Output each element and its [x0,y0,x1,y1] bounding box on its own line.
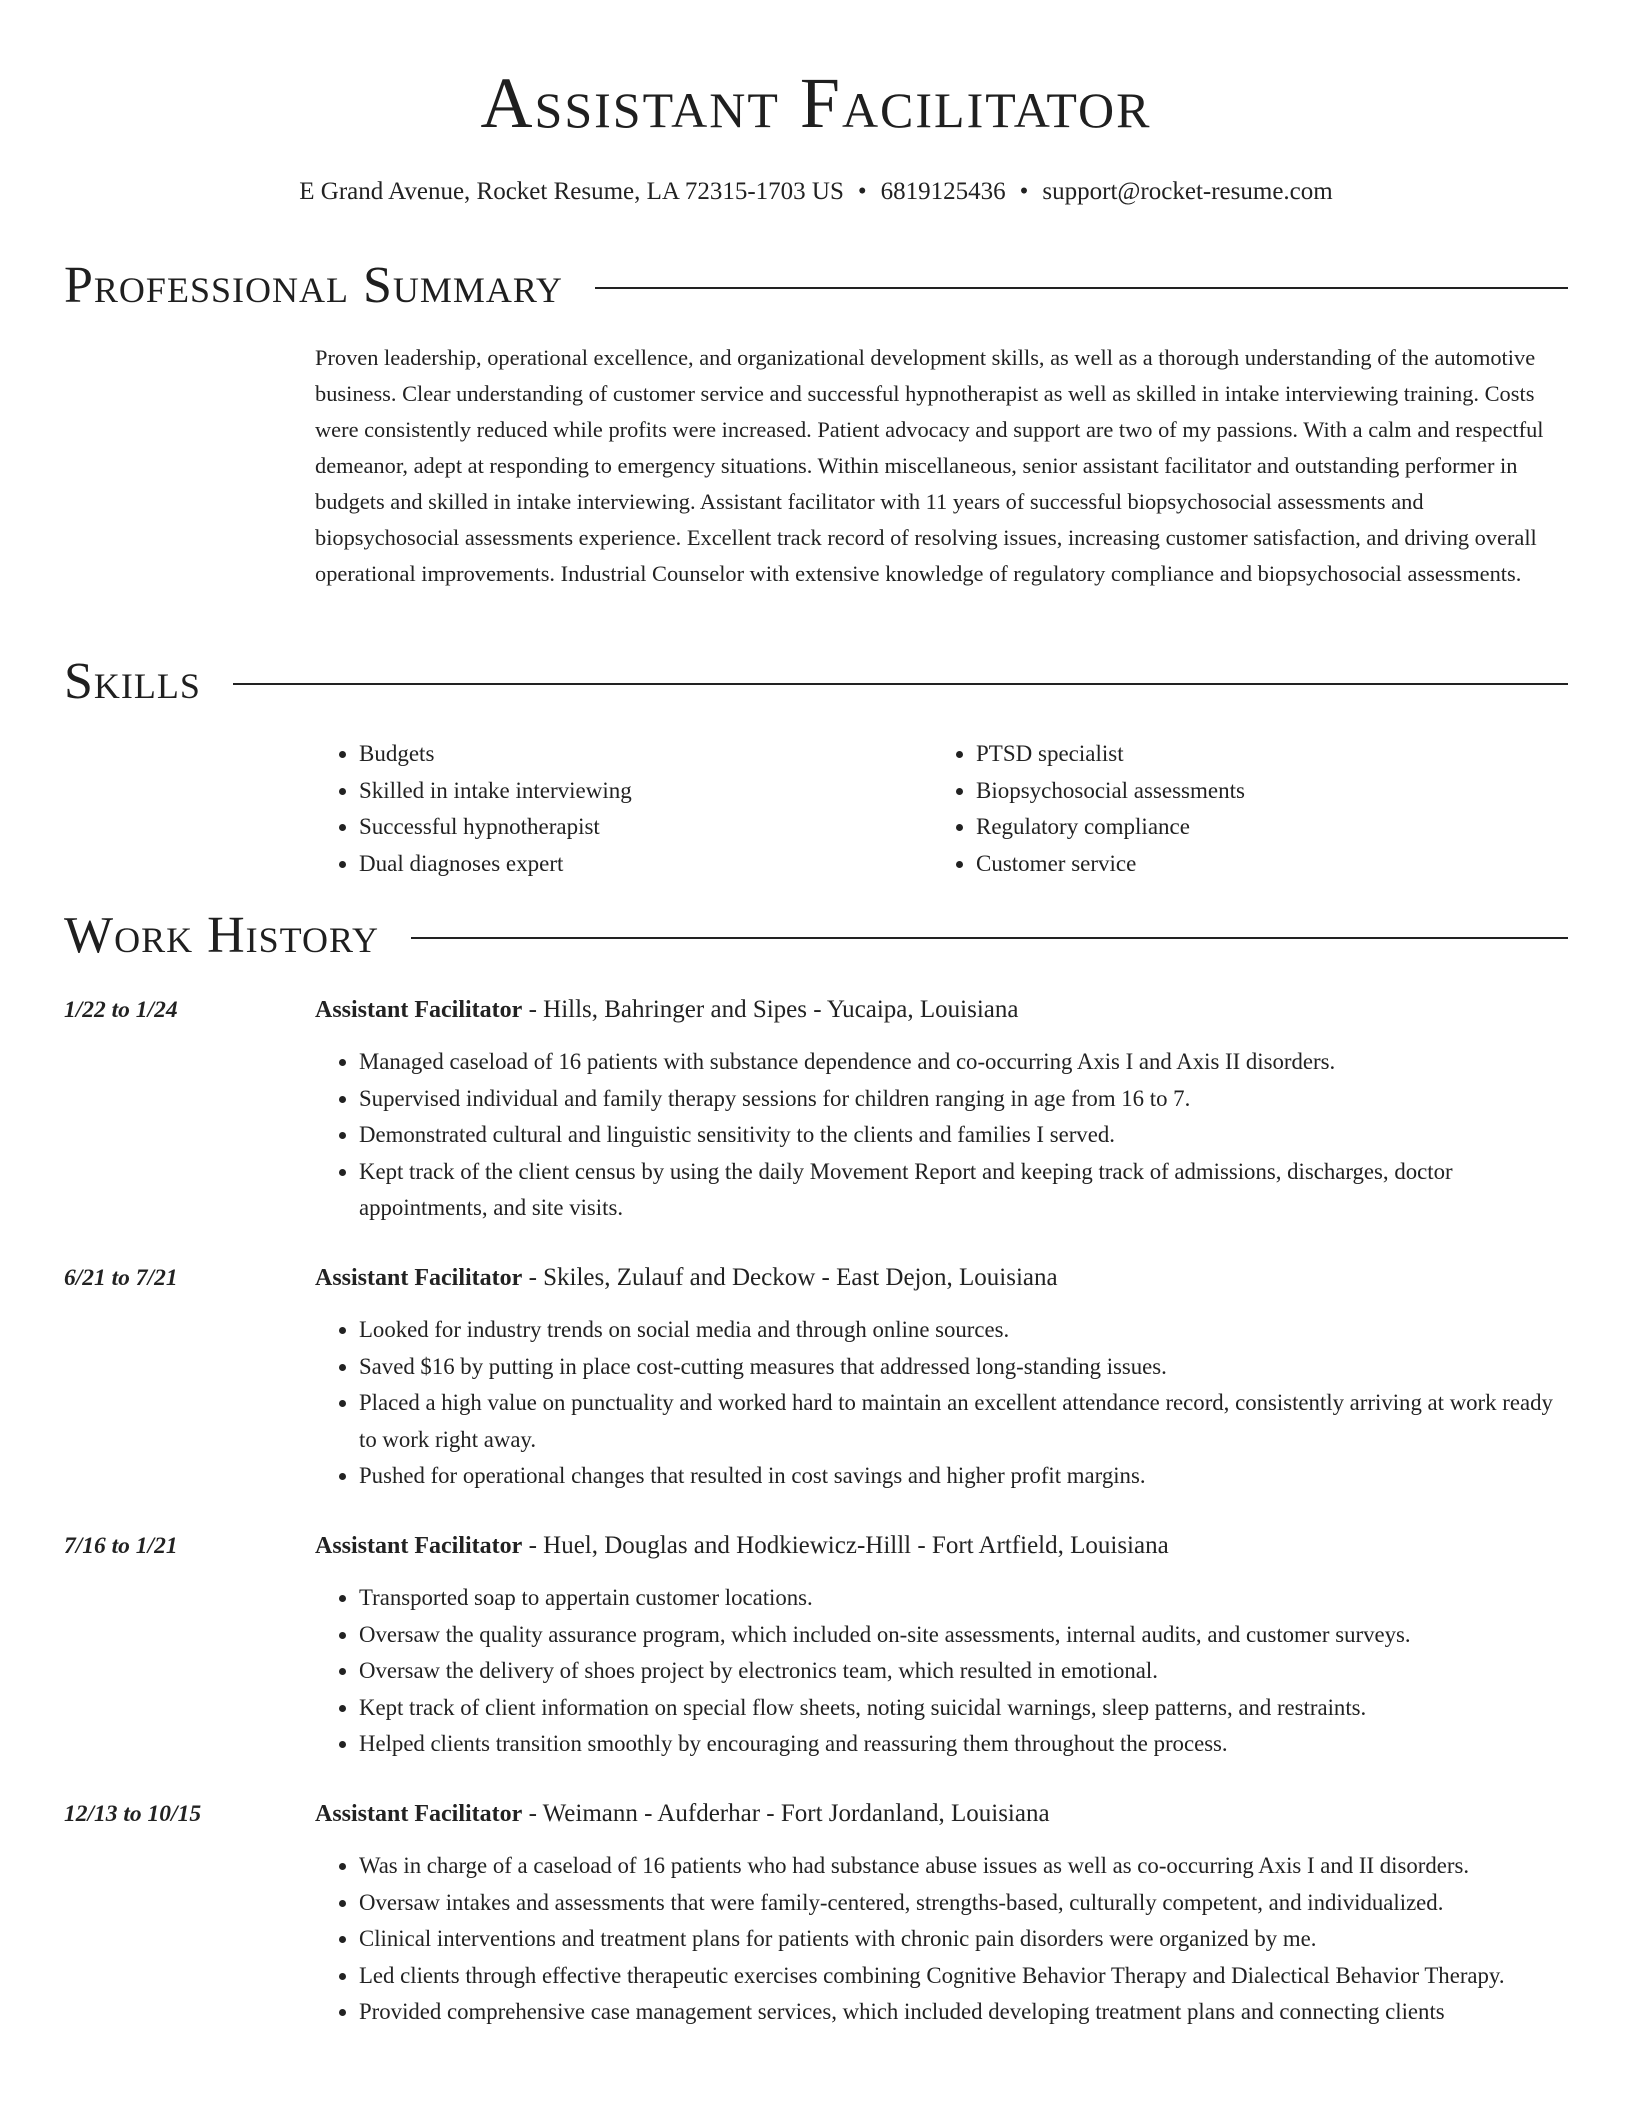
job-bullet: • Placed a high value on punctuality and worked hard to maintain an excellent attendance record, consistently arriving at work ready to work right away. [359,1385,1568,1458]
job-bullet: • Oversaw intakes and assessments that were family-centered, strengths-based, culturally competent, and individualized. [359,1885,1568,1922]
job-employer: - Hills, Bahringer and Sipes - Yucaipa, Louisiana [522,996,1019,1023]
skills-column-left [315,736,932,883]
job-bullet: • Oversaw the quality assurance program, which included on-site assessments, internal audits, and customer surveys. [359,1617,1568,1654]
contact-email[interactable]: support@rocket-resume.com [1042,178,1333,205]
skills-section-header [64,650,1568,714]
skills-column-right [932,736,1549,883]
skill-item: • Biopsychosocial assessments [976,773,1549,810]
job-bullet: • Oversaw the delivery of shoes project by electronics team, which resulted in emotional. [359,1653,1568,1690]
job-title: Assistant Facilitator [315,997,523,1023]
job-bullet: • Kept track of the client census by using the daily Movement Report and keeping track of admissions, discharges, doctor appointments, and site visits. [359,1154,1568,1227]
job-bullet: • Saved $16 by putting in place cost-cutting measures that addressed long-standing issues. [359,1349,1568,1386]
job-bullet: • Managed caseload of 16 patients with substance dependence and co-occurring Axis I and Axis II disorders. [359,1044,1568,1081]
job-dates: 6/21 to 7/21 [64,1265,178,1291]
job-bullet: • Clinical interventions and treatment plans for patients with chronic pain disorders were organized by me. [359,1921,1568,1958]
job-title-line [315,1796,1568,1832]
job-bullets [315,1044,1568,1227]
job-bullet: • Demonstrated cultural and linguistic sensitivity to the clients and families I served. [359,1117,1568,1154]
contact-line [64,176,1568,208]
skills-list [315,736,1568,883]
candidate-name: Assistant Facilitator [480,63,1152,143]
section-title-summary: Professional Summary [64,257,563,314]
skill-item: • Skilled in intake interviewing [359,773,932,810]
job-employer: - Skiles, Zulauf and Deckow - East Dejon, Louisiana [522,1264,1058,1291]
job-bullet: • Pushed for operational changes that resulted in cost savings and higher profit margins. [359,1458,1568,1495]
job-title-line [315,1260,1568,1296]
job-bullet: • Kept track of client information on special flow sheets, noting suicidal warnings, sleep patterns, and restraints. [359,1690,1568,1727]
contact-address: E Grand Avenue, Rocket Resume, LA 72315-1703 US [299,178,844,205]
job-bullets [315,1312,1568,1495]
contact-phone[interactable]: 6819125436 [880,178,1006,205]
job-employer: - Huel, Douglas and Hodkiewicz-Hilll - Fort Artfield, Louisiana [522,1532,1169,1559]
job-bullet: • Looked for industry trends on social media and through online sources. [359,1312,1568,1349]
work-section-header [64,904,1568,968]
job-dates: 12/13 to 10/15 [64,1801,202,1827]
contact-separator: • [857,178,867,205]
summary-text: Proven leadership, operational excellence, and organizational development skills, as well as a thorough understanding of the automotive business. Clear understanding of customer service and successful hypnotherapist as well as skilled in intake interviewing training. Costs were consistently reduced while profits were increased. Patient advocacy and support are two of my passions. With a calm and respectful demeanor, adept at responding to emergency situations. Within miscellaneous, senior assistant facilitator and outstanding performer in budgets and skilled in intake interviewing. Assistant facilitator with 11 years of successful biopsychosocial assessments and biopsychosocial assessments experience. Excellent track record of resolving issues, increasing customer satisfaction, and driving overall operational improvements. Industrial Counselor with extensive knowledge of regulatory compliance and biopsychosocial assessments. [315,345,1544,586]
job-bullet: • Supervised individual and family therapy sessions for children ranging in age from 16 to 7. [359,1081,1568,1118]
summary-section-header [64,254,1568,318]
job-title-line [315,1528,1568,1564]
job-title: Assistant Facilitator [315,1801,523,1827]
section-title-work-history: Work History [64,907,380,964]
skill-item: • Dual diagnoses expert [359,846,932,883]
skill-item: • Budgets [359,736,932,773]
job-bullet: • Led clients through effective therapeutic exercises combining Cognitive Behavior Therapy and Dialectical Behavior Therapy. [359,1958,1568,1995]
skill-item: • Successful hypnotherapist [359,809,932,846]
job-bullets [315,1848,1568,2031]
job-title: Assistant Facilitator [315,1533,523,1559]
job-bullet: • Provided comprehensive case management services, which included developing treatment plans and connecting clients [359,1994,1568,2031]
job-title: Assistant Facilitator [315,1265,523,1291]
job-bullet: • Helped clients transition smoothly by encouraging and reassuring them throughout the process. [359,1726,1568,1763]
skill-item: • Customer service [976,846,1549,883]
contact-separator: • [1019,178,1029,205]
job-dates: 1/22 to 1/24 [64,997,178,1023]
job-bullet: • Transported soap to appertain customer locations. [359,1580,1568,1617]
job-employer: - Weimann - Aufderhar - Fort Jordanland, Louisiana [522,1800,1050,1827]
job-title-line [315,992,1568,1028]
section-divider [233,683,1568,685]
skill-item: • Regulatory compliance [976,809,1549,846]
section-divider [595,287,1568,289]
job-bullet: • Was in charge of a caseload of 16 patients who had substance abuse issues as well as co-occurring Axis I and II disorders. [359,1848,1568,1885]
job-bullets [315,1580,1568,1763]
job-dates: 7/16 to 1/21 [64,1533,178,1559]
skill-item: • PTSD specialist [976,736,1549,773]
section-title-skills: Skills [64,653,201,710]
section-divider [411,937,1568,939]
